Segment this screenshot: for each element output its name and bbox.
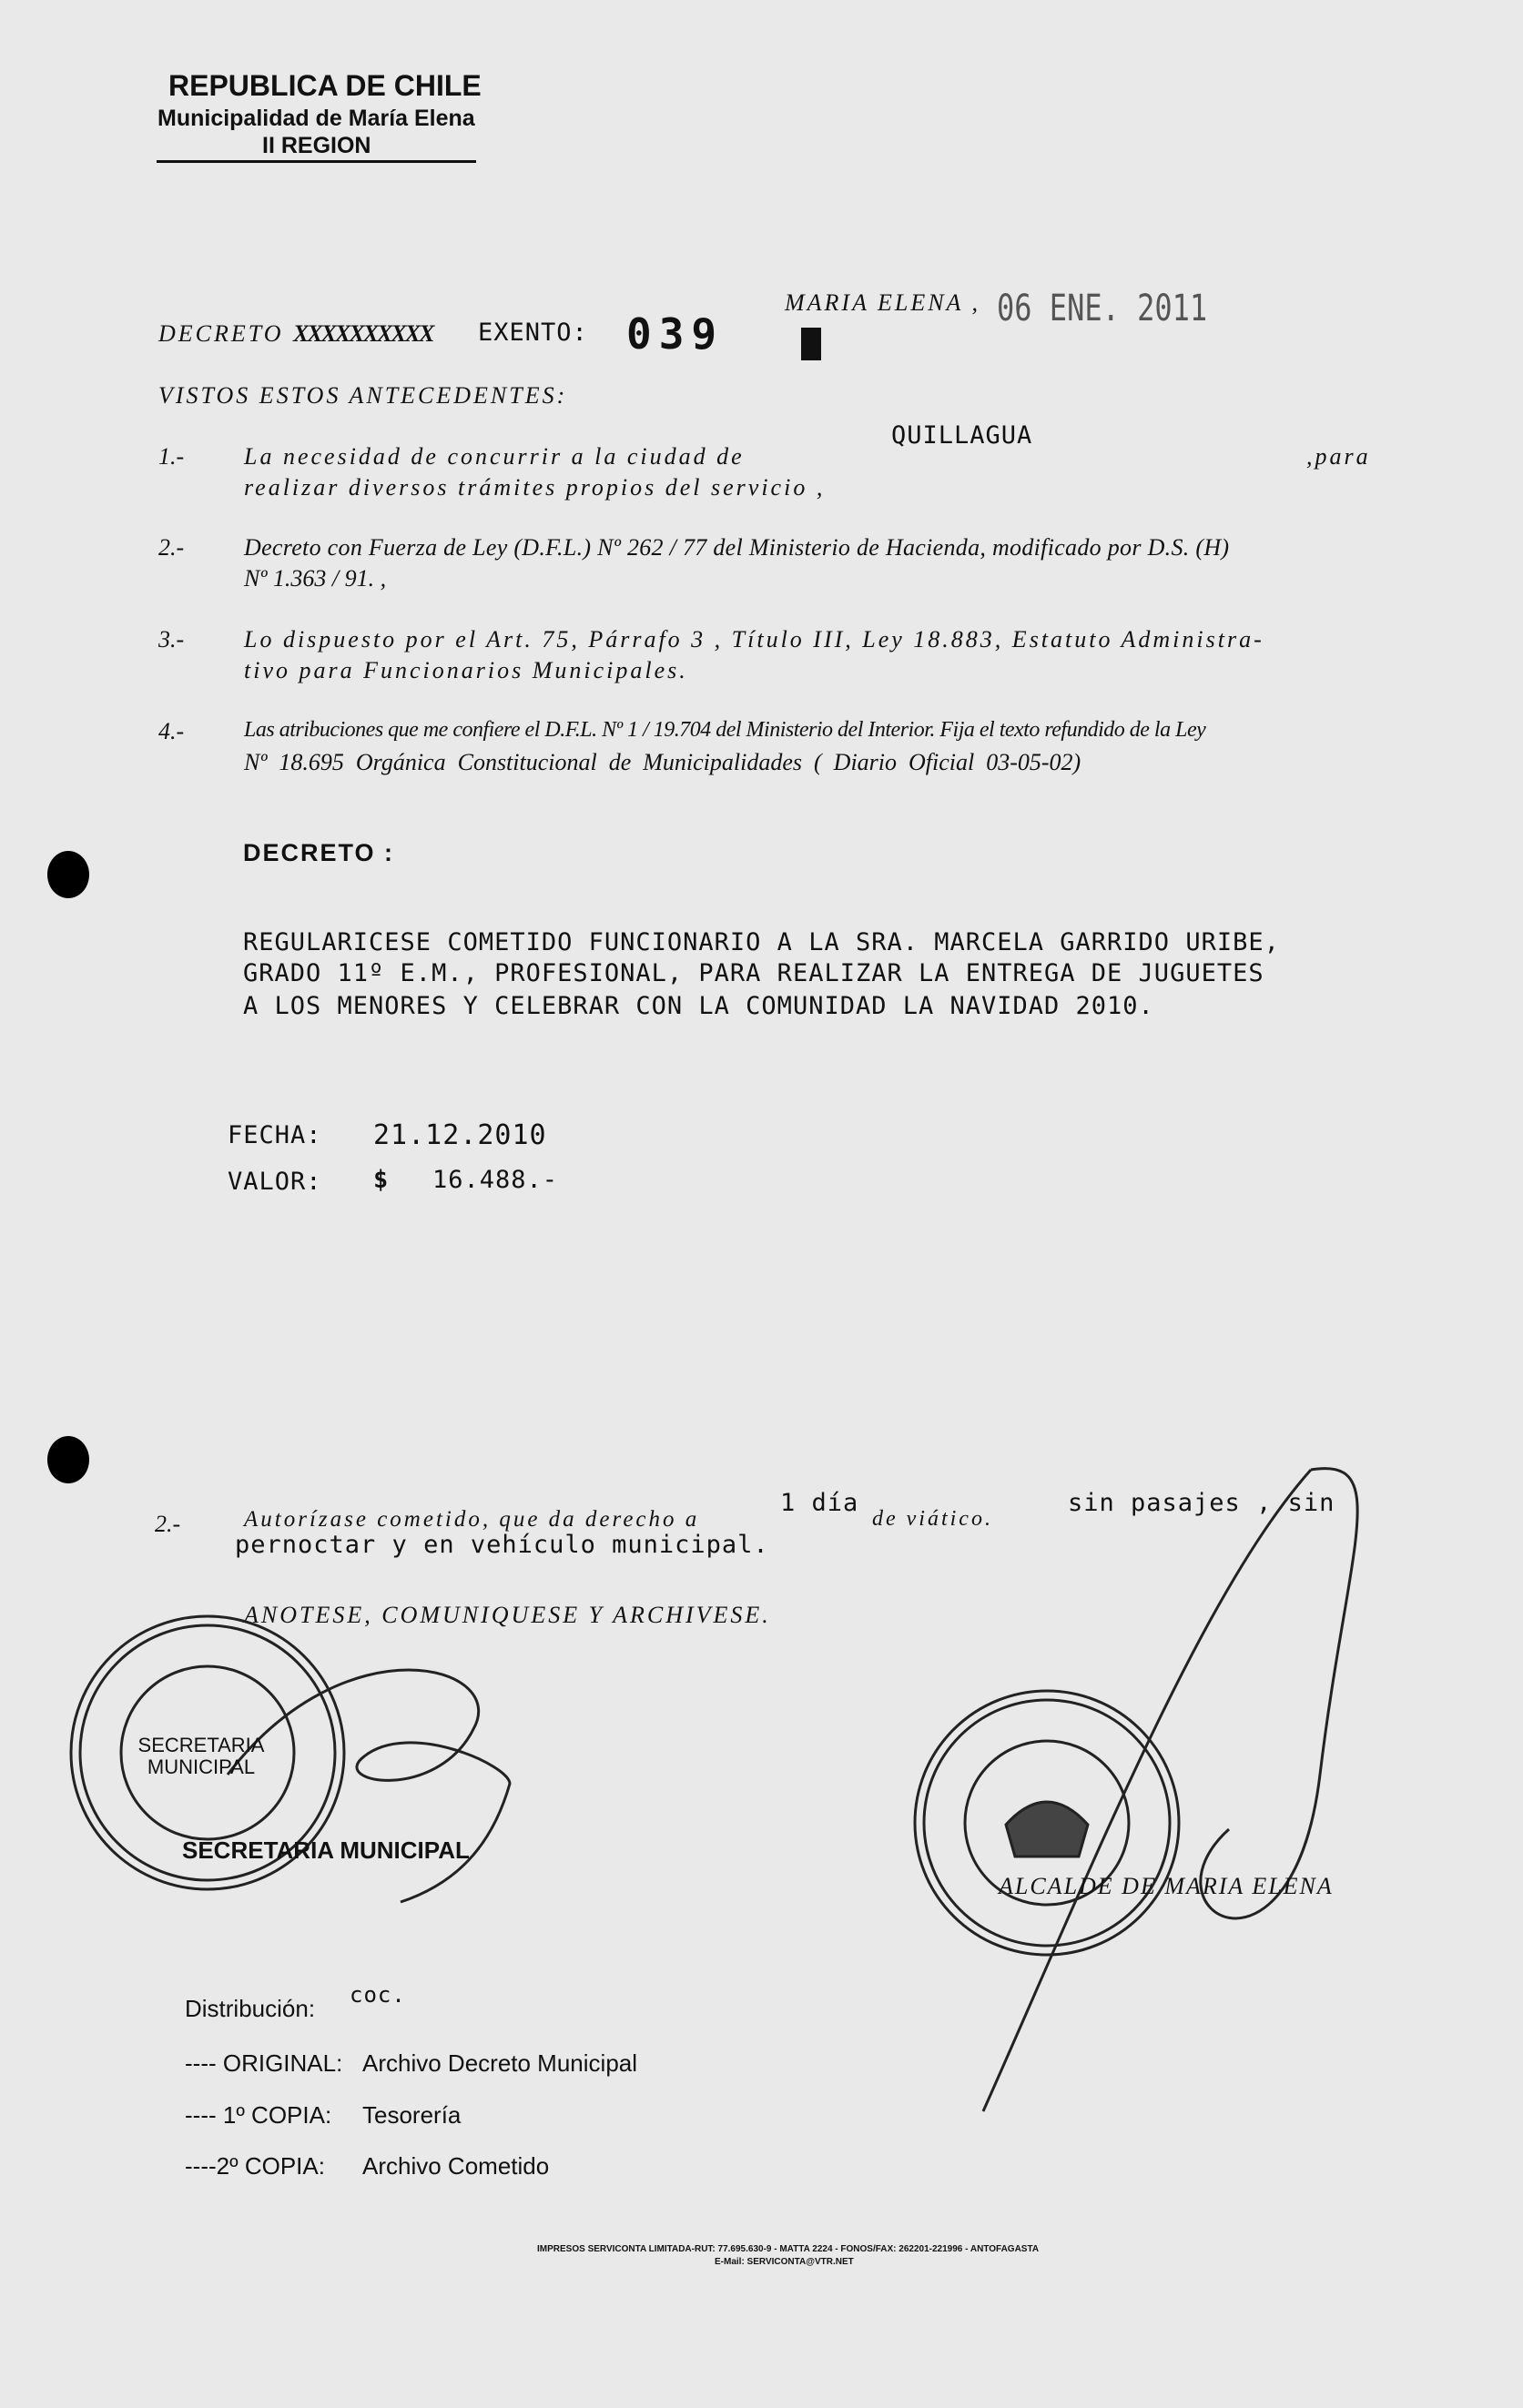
distribution-prefix: ---- 1º COPIA: <box>185 2101 332 2129</box>
initials: coc. <box>350 1982 406 2008</box>
item-text: La necesidad de concurrir a la ciudad de <box>244 443 745 470</box>
municipality-name: Municipalidad de María Elena <box>157 106 475 131</box>
item-number: 4.- <box>158 718 185 744</box>
item-number: 3.- <box>158 626 185 653</box>
valor-currency: $ <box>373 1166 390 1194</box>
distribution-value: Archivo Decreto Municipal <box>362 2049 638 2077</box>
item-text: Autorízase cometido, que da derecho a <box>244 1507 700 1532</box>
right-signature <box>983 1469 1357 2111</box>
distribution-prefix: ----2º COPIA: <box>185 2152 325 2180</box>
item-text: tivo para Funcionarios Municipales. <box>244 657 688 683</box>
item-text: Nº 1.363 / 91. , <box>244 565 387 592</box>
item-text: Decreto con Fuerza de Ley (D.F.L.) Nº 262 / 77 del Ministerio de Hacienda, modificado por D.S. (H) <box>244 534 1230 561</box>
struck-text: XXXXXXXXXX <box>293 320 433 347</box>
date-stamp: 06 ENE. 2011 <box>997 288 1208 329</box>
item-number: 2.- <box>158 534 185 561</box>
decree-number: 039 <box>626 309 725 359</box>
closing: ANOTESE, COMUNIQUESE Y ARCHIVESE. <box>244 1602 771 1628</box>
region: II REGION <box>262 133 371 158</box>
item-text: realizar diversos trámites propios del servicio , <box>244 474 826 501</box>
body-line: GRADO 11º E.M., PROFESIONAL, PARA REALIZAR LA ENTREGA DE JUGUETES <box>243 959 1264 987</box>
distribution-value: Archivo Cometido <box>362 2152 550 2180</box>
item-text: Las atribuciones que me confiere el D.F.L. Nº 1 / 19.704 del Ministerio del Interior. Fija el texto refundido de la Ley <box>244 718 1206 742</box>
distribution-prefix: ---- ORIGINAL: <box>185 2049 343 2077</box>
printer-line-1: IMPRESOS SERVICONTA LIMITADA-RUT: 77.695.630-9 - MATTA 2224 - FONOS/FAX: 262201-221996 - ANTOFAGASTA <box>537 2244 1040 2254</box>
right-stamp <box>915 1691 1179 1955</box>
country-title: REPUBLICA DE CHILE <box>168 69 482 102</box>
item-fill: QUILLAGUA <box>891 421 1033 450</box>
body-line: REGULARICESE COMETIDO FUNCIONARIO A LA SRA. MARCELA GARRIDO URIBE, <box>243 928 1280 956</box>
decreto-heading: DECRETO : <box>243 839 395 866</box>
distribution-value: Tesorería <box>362 2101 462 2129</box>
decree-type: EXENTO: <box>478 319 588 347</box>
item-extra: sin pasajes , sin <box>1068 1489 1335 1517</box>
item-text: Nº 18.695 Orgánica Constitucional de Municipalidades ( Diario Oficial 03-05-02) <box>244 749 1081 775</box>
alcalde-signature-label: ALCALDE DE MARIA ELENA <box>999 1873 1334 1899</box>
secretaria-signature-label: SECRETARIA MUNICIPAL <box>182 1836 470 1864</box>
item-text: ,para <box>1306 443 1371 470</box>
left-signature <box>228 1670 510 1902</box>
item-number: 1.- <box>158 443 185 470</box>
item-number: 2.- <box>155 1511 181 1537</box>
item-text: Lo dispuesto por el Art. 75, Párrafo 3 , Título III, Ley 18.883, Estatuto Administra- <box>244 626 1264 653</box>
item-text: de viático. <box>872 1507 993 1531</box>
place: MARIA ELENA , <box>785 289 980 316</box>
item-extra: pernoctar y en vehículo municipal. <box>235 1531 769 1559</box>
decree-label: DECRETO <box>158 320 284 347</box>
fecha-value: 21.12.2010 <box>373 1119 547 1151</box>
distribution-label: Distribución: <box>185 1995 316 2022</box>
printer-line-2: E-Mail: SERVICONTA@VTR.NET <box>715 2257 854 2267</box>
fecha-label: FECHA: <box>228 1121 322 1149</box>
valor-value: 16.488.- <box>432 1166 559 1194</box>
valor-label: VALOR: <box>228 1168 322 1196</box>
body-line: A LOS MENORES Y CELEBRAR CON LA COMUNIDAD LA NAVIDAD 2010. <box>243 992 1154 1020</box>
left-stamp-center: SECRETARIA MUNICIPAL <box>137 1734 265 1778</box>
viatico-days: 1 día <box>780 1489 859 1517</box>
vistos-title: VISTOS ESTOS ANTECEDENTES: <box>158 382 568 409</box>
